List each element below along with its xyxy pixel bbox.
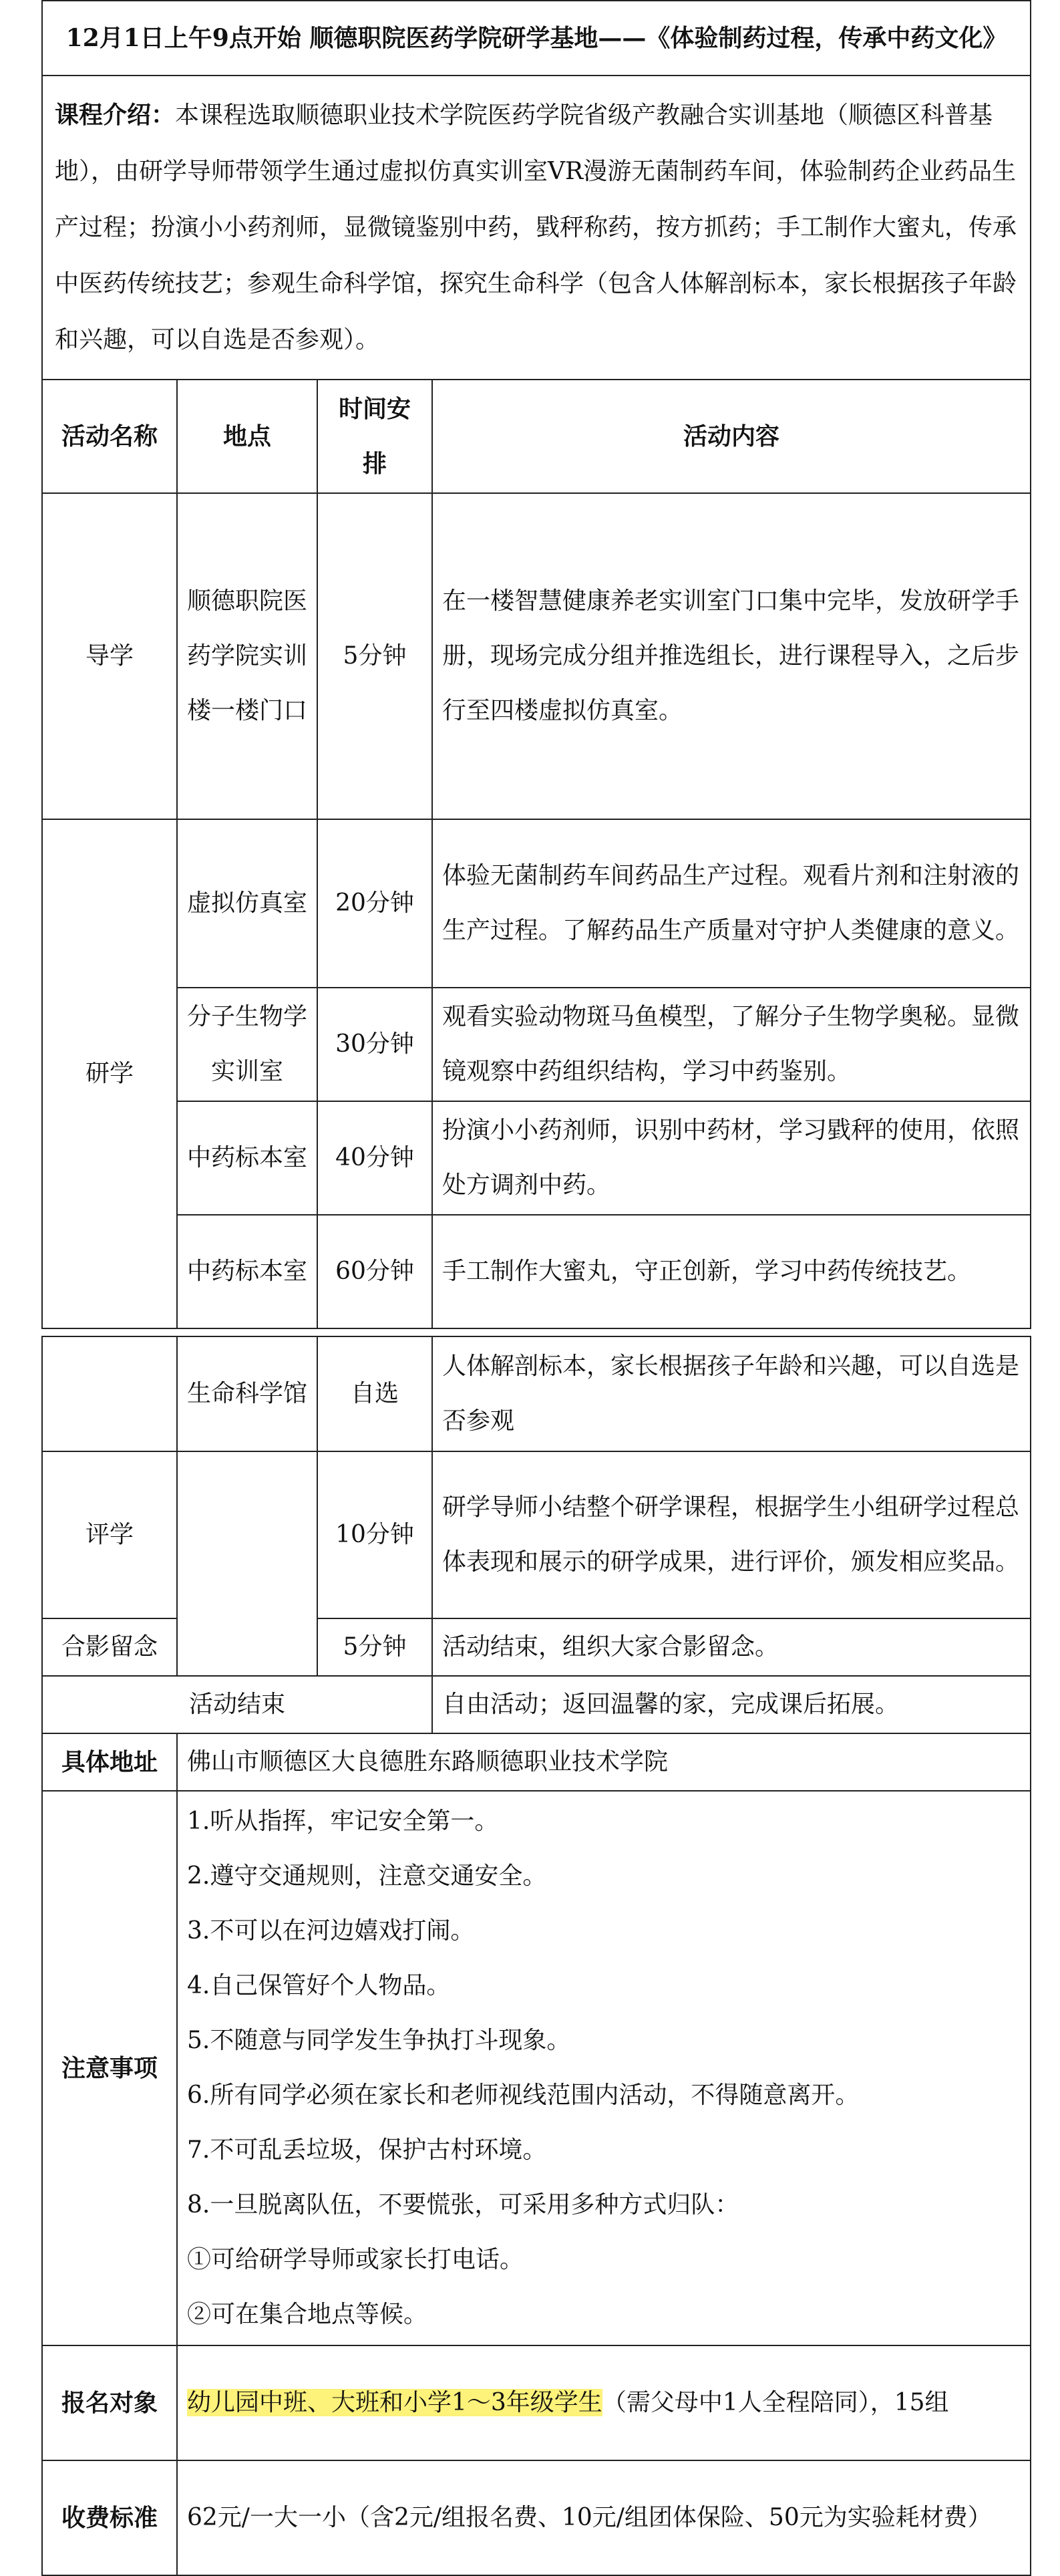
activity-content: 人体解剖标本，家长根据孩子年龄和兴趣，可以自选是否参观 — [432, 1336, 1031, 1451]
note-item: 5.不随意与同学发生争执打斗现象。 — [187, 2027, 571, 2054]
activity-name: 研学 — [42, 819, 177, 1328]
activity-place: 分子生物学实训室 — [177, 988, 317, 1101]
activity-name: 评学 — [42, 1451, 177, 1618]
note-item: ①可给研学导师或家长打电话。 — [187, 2246, 524, 2273]
activity-place: 顺德职院医药学院实训楼一楼门口 — [177, 493, 317, 819]
notes-row — [42, 1791, 1031, 2345]
note-item: 8.一旦脱离队伍，不要慌张，可采用多种方式归队： — [187, 2191, 739, 2219]
note-item: 6.所有同学必须在家长和老师视线范围内活动，不得随意离开。 — [187, 2082, 860, 2109]
signup-highlight: 幼儿园中班、大班和小学1～3年级学生 — [187, 2389, 602, 2416]
address-value: 佛山市顺德区大良德胜东路顺德职业技术学院 — [177, 1733, 1031, 1791]
activity-time: 60分钟 — [317, 1215, 432, 1328]
address-label: 具体地址 — [42, 1733, 177, 1791]
note-item: 3.不可以在河边嬉戏打闹。 — [187, 1917, 475, 1945]
daoxue-row — [42, 493, 1031, 819]
activity-content: 活动结束，组织大家合影留念。 — [432, 1618, 1031, 1676]
gap-cell — [42, 1328, 1031, 1336]
header-place: 地点 — [177, 380, 317, 493]
signup-row — [42, 2345, 1031, 2460]
activity-time: 5分钟 — [317, 493, 432, 819]
activity-content: 扮演小小药剂师，识别中药材，学习戥秤的使用，依照处方调剂中药。 — [432, 1101, 1031, 1215]
document-title: 12月1日上午9点开始 顺德职院医药学院研学基地——《体验制药过程，传承中药文化》 — [42, 1, 1031, 76]
header-time: 时间安排 — [317, 380, 432, 493]
intro-text: 本课程选取顺德职业技术学院医药学院省级产教融合实训基地（顺德区科普基地），由研学导师带领学生通过虚拟仿真实训室VR漫游无菌制药车间，体验制药企业药品生产过程；扮演小小药剂师，显微镜鉴别中药，戥秤称药，按方抓药；手工制作大蜜丸，传承中医药传统技艺；参观生命科学馆，探究生命科学（包含人体解剖标本，家长根据孩子年龄和兴趣，可以自选是否参观）。 — [55, 102, 1017, 353]
address-row — [42, 1733, 1031, 1791]
yanxue-row — [42, 1101, 1031, 1215]
header-activity-name: 活动名称 — [42, 380, 177, 493]
life-science-row — [42, 1336, 1031, 1451]
title-row — [42, 1, 1031, 76]
activity-time: 5分钟 — [317, 1618, 432, 1676]
empty-cell — [177, 1451, 317, 1676]
activity-content: 在一楼智慧健康养老实训室门口集中完毕，发放研学手册，现场完成分组并推选组长，进行课程导入，之后步行至四楼虚拟仿真室。 — [432, 493, 1031, 819]
schedule-table — [41, 0, 1031, 2576]
signup-value — [177, 2345, 1031, 2460]
note-item: 7.不可乱丢垃圾，保护古村环境。 — [187, 2136, 547, 2164]
activity-time: 40分钟 — [317, 1101, 432, 1215]
intro-row — [42, 76, 1031, 380]
activity-place: 中药标本室 — [177, 1101, 317, 1215]
activity-name: 活动结束 — [42, 1676, 432, 1733]
header-content: 活动内容 — [432, 380, 1031, 493]
note-item: 4.自己保管好个人物品。 — [187, 1972, 451, 1999]
activity-name: 导学 — [42, 493, 177, 819]
note-item: ②可在集合地点等候。 — [187, 2301, 428, 2328]
activity-content: 体验无菌制药车间药品生产过程。观看片剂和注射液的生产过程。了解药品生产质量对守护人类健康的意义。 — [432, 819, 1031, 988]
activity-time: 自选 — [317, 1336, 432, 1451]
activity-time: 30分钟 — [317, 988, 432, 1101]
course-document — [41, 0, 1030, 2576]
empty-cell — [42, 1336, 177, 1451]
activity-time: 20分钟 — [317, 819, 432, 988]
fee-label: 收费标准 — [42, 2460, 177, 2575]
activity-place: 中药标本室 — [177, 1215, 317, 1328]
fee-value: 62元/一大一小（含2元/组报名费、10元/组团体保险、50元为实验耗材费） — [177, 2460, 1031, 2575]
fee-row — [42, 2460, 1031, 2575]
note-item: 1.听从指挥，牢记安全第一。 — [187, 1808, 499, 1835]
note-item: 2.遵守交通规则，注意交通安全。 — [187, 1862, 547, 1890]
activity-content: 手工制作大蜜丸，守正创新，学习中药传统技艺。 — [432, 1215, 1031, 1328]
activity-content: 自由活动；返回温馨的家，完成课后拓展。 — [432, 1676, 1031, 1733]
yanxue-row — [42, 988, 1031, 1101]
end-row — [42, 1676, 1031, 1733]
activity-time: 10分钟 — [317, 1451, 432, 1618]
pingxue-row — [42, 1451, 1031, 1618]
section-gap — [42, 1328, 1031, 1336]
signup-rest: （需父母中1人全程陪同），15组 — [602, 2389, 949, 2416]
activity-name: 合影留念 — [42, 1618, 177, 1676]
notes-list — [177, 1791, 1031, 2345]
activity-place: 虚拟仿真室 — [177, 819, 317, 988]
yanxue-row — [42, 819, 1031, 988]
activity-content: 观看实验动物斑马鱼模型，了解分子生物学奥秘。显微镜观察中药组织结构，学习中药鉴别。 — [432, 988, 1031, 1101]
intro-label: 课程介绍： — [55, 101, 176, 129]
header-row — [42, 380, 1031, 493]
notes-label: 注意事项 — [42, 1791, 177, 2345]
activity-content: 研学导师小结整个研学课程，根据学生小组研学过程总体表现和展示的研学成果，进行评价，颁发相应奖品。 — [432, 1451, 1031, 1618]
yanxue-row — [42, 1215, 1031, 1328]
signup-label: 报名对象 — [42, 2345, 177, 2460]
course-intro — [42, 76, 1031, 380]
activity-place: 生命科学馆 — [177, 1336, 317, 1451]
